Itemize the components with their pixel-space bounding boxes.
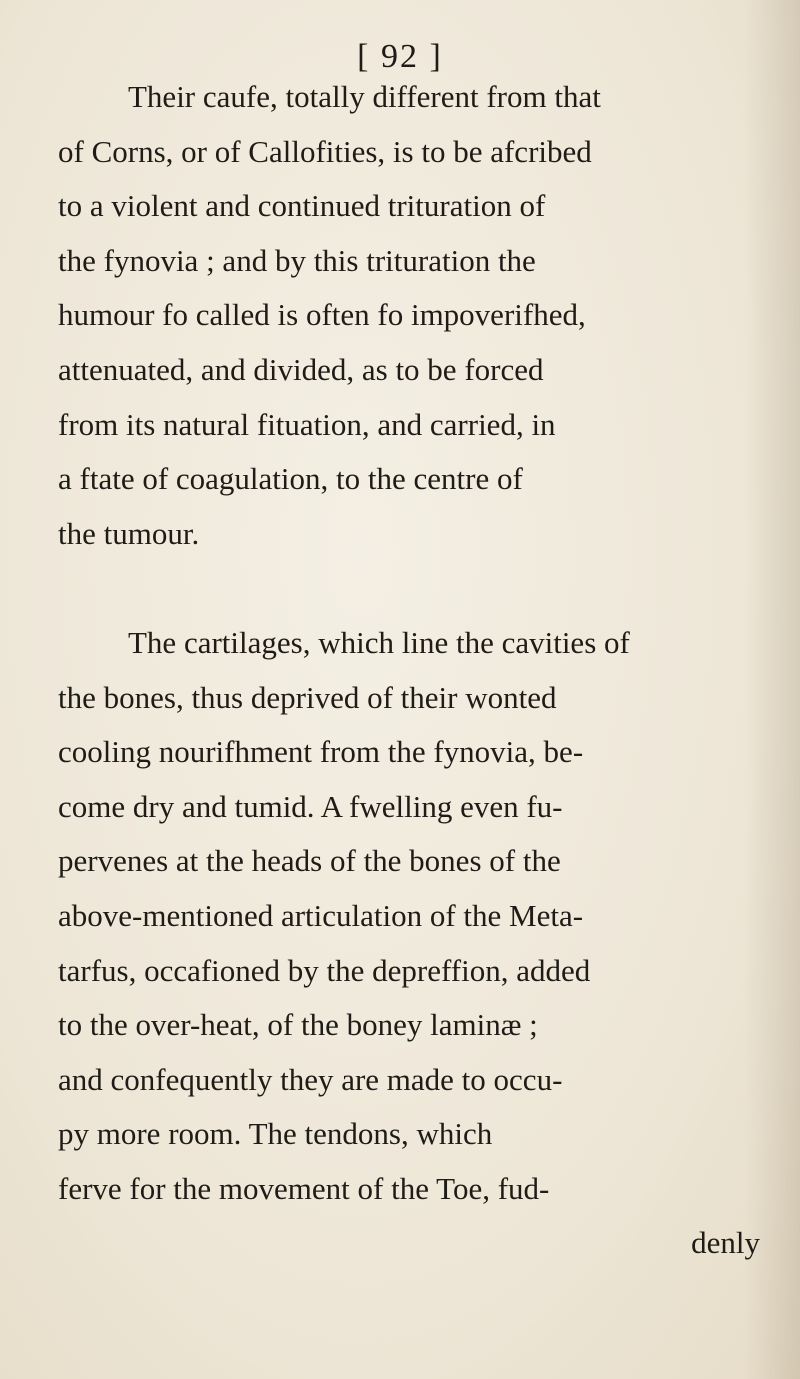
text-line: pervenes at the heads of the bones of the: [58, 843, 561, 879]
catchword: denly: [691, 1225, 760, 1261]
text-line: the fynovia ; and by this trituration the: [58, 242, 536, 278]
text-line: Their caufe, totally different from that: [128, 79, 601, 114]
text-line: humour fo called is often fo impoverifhed,: [58, 297, 586, 333]
text-line: attenuated, and divided, as to be forced: [58, 351, 544, 387]
text-line: the bones, thus deprived of their wonted: [58, 679, 557, 715]
text-line: come dry and tumid. A fwelling even fu-: [58, 788, 563, 824]
page-number-header: [ 92 ]: [357, 38, 443, 75]
text-line: tarfus, occafioned by the depreffion, added: [58, 952, 591, 988]
text-line: and confequently they are made to occu-: [58, 1061, 563, 1097]
text-line: cooling nourifhment from the fynovia, be-: [58, 734, 584, 770]
text-line: above-mentioned articulation of the Meta-: [58, 897, 584, 933]
text-line: The cartilages, which line the cavities of: [128, 624, 630, 660]
text-line: ferve for the movement of the Toe, fud-: [58, 1170, 550, 1206]
text-line: to the over-heat, of the boney laminæ ;: [58, 1007, 538, 1043]
text-line: py more room. The tendons, which: [58, 1116, 493, 1152]
paragraph-break: [58, 561, 768, 616]
page-text: [58, 70, 768, 1271]
text-line: a ftate of coagulation, to the centre of: [58, 461, 523, 497]
text-line: of Corns, or of Callofities, is to be afcribed: [58, 133, 592, 169]
text-line: to a violent and continued trituration of: [58, 188, 546, 224]
text-line: the tumour.: [58, 515, 200, 551]
text-line: from its natural fituation, and carried, in: [58, 406, 556, 442]
